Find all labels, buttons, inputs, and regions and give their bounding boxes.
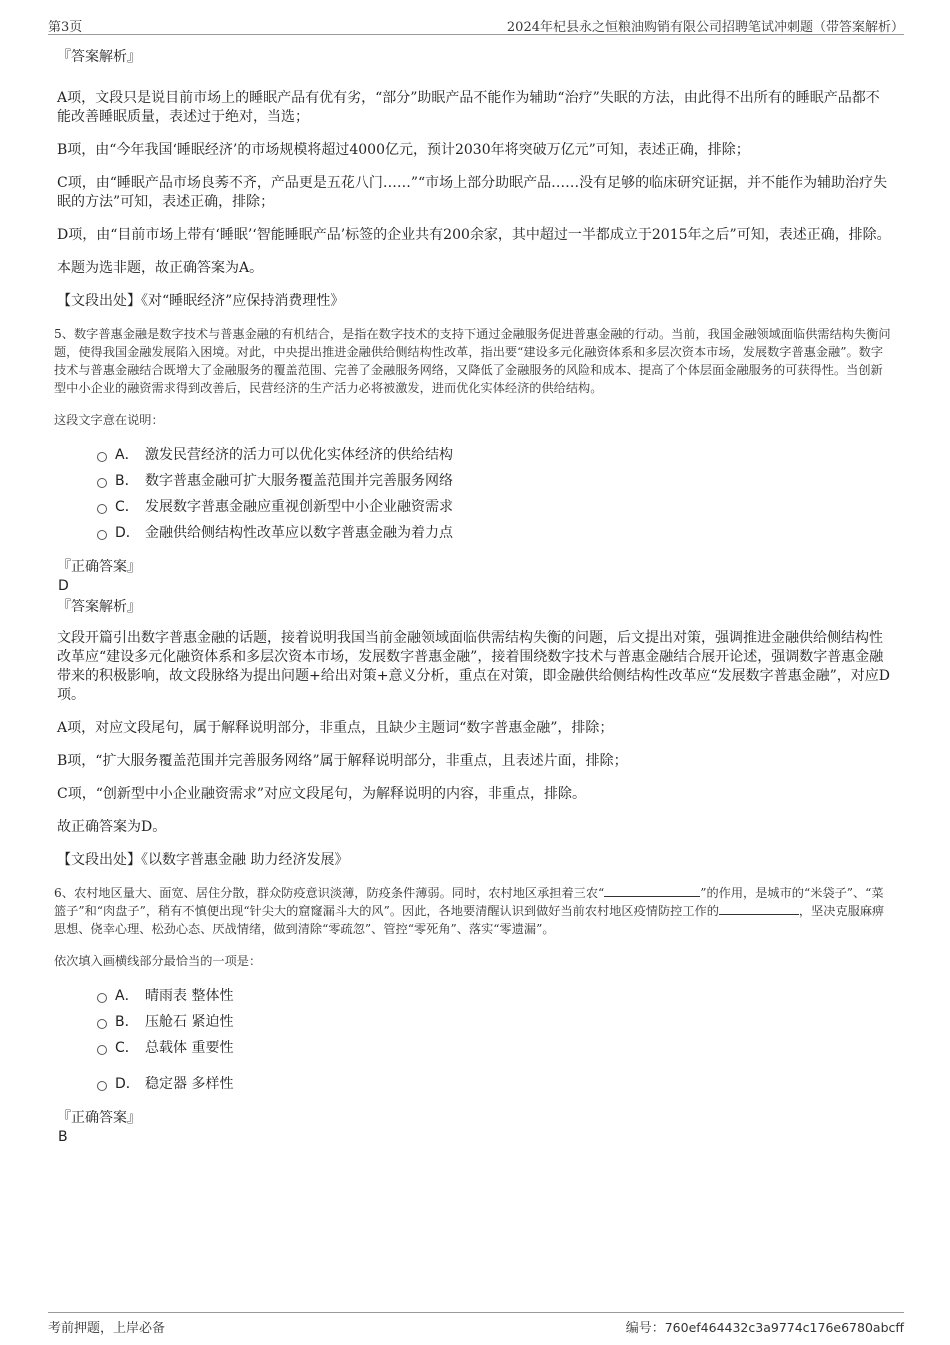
option-text: 数字普惠金融可扩大服务覆盖范围并完善服务网络 [145,473,453,489]
question-prompt: 这段文字意在说明： [54,413,164,427]
document-code: 编号：760ef464432c3a9774c176e6780abcff [625,1320,904,1336]
option-text: 晴雨表 整体性 [145,988,234,1004]
analysis-label: 『答案解析』 [57,49,141,65]
radio-icon[interactable] [97,478,107,488]
radio-icon[interactable] [97,452,107,462]
correct-answer-label: 『正确答案』 [57,559,141,575]
option-text: 总载体 重要性 [145,1040,234,1056]
prev-analysis [57,47,893,311]
page-content [54,47,893,1148]
question-prompt: 依次填入画横线部分最恰当的一项是： [54,954,262,968]
page-footer [48,1312,904,1335]
analysis-paragraph: B项，“扩大服务覆盖范围并完善服务网络”属于解释说明部分，非重点，且表述片面，排除； [57,753,628,769]
page-number: 第3页 [48,20,83,35]
fill-blank-2 [719,902,799,915]
option-letter: A． [115,447,139,463]
option-text: 稳定器 多样性 [145,1076,234,1092]
radio-icon[interactable] [97,1081,107,1091]
source-citation: 【文段出处】《以数字普惠金融 助力经济发展》 [57,852,349,868]
fill-blank-1 [604,884,700,897]
analysis-paragraph: C项，由“睡眠产品市场良莠不齐，产品更是五花八门……”“市场上部分助眠产品……没有足够的临床研究证据，并不能作为辅助治疗失眠的方法”可知，表述正确，排除； [57,175,888,210]
option-c[interactable] [97,497,893,523]
option-list [97,445,893,549]
option-b[interactable] [97,471,893,497]
document-title: 2024年杞县永之恒粮油购销有限公司招聘笔试冲刺题（带答案解析） [506,20,904,35]
question-stem: 5、数字普惠金融是数字技术与普惠金融的有机结合，是指在数字技术的支持下通过金融服务促进普惠金融的行动。当前，我国金融领域面临供需结构失衡问题，使得我国金融发展陷入困境。对此，中央提出推进金融供给侧结构性改革，指出要“建设多元化融资体系和多层次资本市场，发展数字普惠金融”。数字技术与普惠金融结合既增大了金融服务的覆盖范围、完善了金融服务网络，又降低了金融服务的风险和成本、提高了个体层面金融服务的可获得性。当创新型中小企业的融资需求得到改善后，民营经济的生产活力必将被激发，进而优化实体经济的供给结构。 [54,327,891,395]
correct-answer: B [58,1129,68,1145]
option-letter: D． [115,525,140,541]
option-letter: B． [115,473,139,489]
analysis-paragraph: 故正确答案为D。 [57,819,167,835]
radio-icon[interactable] [97,993,107,1003]
option-text: 金融供给侧结构性改革应以数字普惠金融为着力点 [145,525,453,541]
option-text: 压舱石 紧迫性 [145,1014,234,1030]
correct-answer: D [58,578,69,594]
radio-icon[interactable] [97,530,107,540]
footer-slogan: 考前押题，上岸必备 [48,1321,166,1336]
analysis-paragraph: B项，由“今年我国‘睡眠经济’的市场规模将超过4000亿元，预计2030年将突破万亿元”可知，表述正确，排除； [57,142,750,158]
option-text: 发展数字普惠金融应重视创新型中小企业融资需求 [145,499,453,515]
option-letter: B． [115,1014,139,1030]
page-header [48,14,904,35]
option-letter: C． [115,1040,139,1056]
option-letter: C． [115,499,139,515]
option-d[interactable] [97,523,893,549]
analysis-paragraph: 本题为选非题，故正确答案为A。 [57,260,264,276]
question-6 [54,884,893,1146]
correct-answer-label: 『正确答案』 [57,1110,141,1126]
analysis-paragraph: C项，“创新型中小企业融资需求”对应文段尾句，为解释说明的内容，非重点，排除。 [57,786,587,802]
analysis-paragraph: A项，文段只是说目前市场上的睡眠产品有优有劣，“部分”助眠产品不能作为辅助“治疗”失眠的方法，由此得不出所有的睡眠产品都不能改善睡眠质量，表述过于绝对，当选； [57,90,880,125]
option-letter: A． [115,988,139,1004]
radio-icon[interactable] [97,1045,107,1055]
option-d[interactable] [97,1074,893,1100]
option-a[interactable] [97,445,893,471]
option-b[interactable] [97,1012,893,1038]
analysis-paragraph: A项，对应文段尾句，属于解释说明部分，非重点，且缺少主题词“数字普惠金融”，排除； [57,720,614,736]
option-list [97,986,893,1100]
question-5 [54,325,893,870]
analysis-paragraph: 文段开篇引出数字普惠金融的话题，接着说明我国当前金融领域面临供需结构失衡的问题，后文提出对策，强调推进金融供给侧结构性改革应“建设多元化融资体系和多层次资本市场，发展数字普惠金融”，接着围绕数字技术与普惠金融结合展开论述，强调数字普惠金融带来的积极影响，故文段脉络为提出问题+给出对策+意义分析，重点在对策，即金融供给侧结构性改革应“发展数字普惠金融”，对应D项。 [57,630,890,703]
option-letter: D． [115,1076,140,1092]
source-citation: 【文段出处】《对“睡眠经济”应保持消费理性》 [57,293,345,309]
question-stem: 6、农村地区量大、面宽、居住分散，群众防疫意识淡薄，防疫条件薄弱。同时，农村地区承担着三农“ ”的作用，是城市的“米袋子”、“菜篮子”和“肉盘子”，稍有不慎便出现“针尖大的窟窿漏斗大的风”。因此，各地要清醒认识到做好当前农村地区疫情防控工作的 ，坚决克服麻痹思想、侥幸心理、松劲心态、厌战情绪，做到清除“零疏忽”、管控“零死角”、落实“零遗漏”。 [54,886,885,936]
radio-icon[interactable] [97,1019,107,1029]
radio-icon[interactable] [97,504,107,514]
analysis-paragraph: D项，由“目前市场上带有‘睡眠’‘智能睡眠产品’标签的企业共有200余家，其中超过一半都成立于2015年之后”可知，表述正确，排除。 [57,227,891,243]
option-c[interactable] [97,1038,893,1074]
option-a[interactable] [97,986,893,1012]
analysis-label: 『答案解析』 [57,599,141,615]
option-text: 激发民营经济的活力可以优化实体经济的供给结构 [145,447,453,463]
